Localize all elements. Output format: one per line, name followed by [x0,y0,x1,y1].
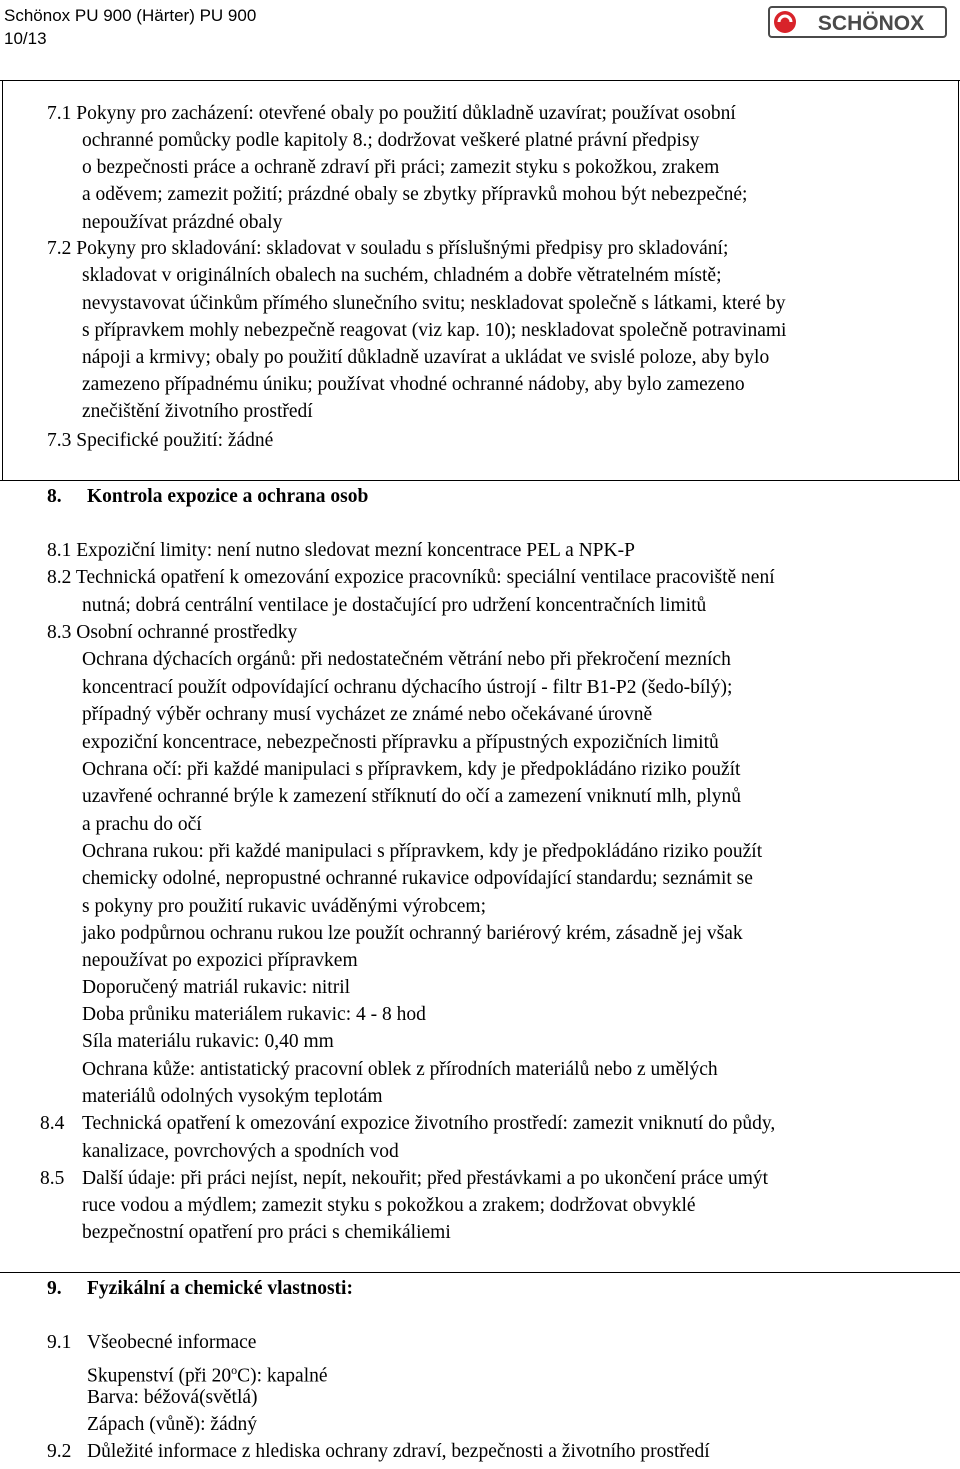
s9-line: Důležité informace z hlediska ochrany zdraví, bezpečnosti a životního prostředí [87,1441,710,1462]
s7-line: nápoji a krmivy; obaly po použití důkladně uzavírat a ukládat ve svislé poloze, aby bylo [82,347,770,368]
s7-line: ochranné pomůcky podle kapitoly 8.; dodržovat veškeré platné právní předpisy [82,130,700,151]
divider-7-8 [0,480,960,481]
section-9-heading: Fyzikální a chemické vlastnosti: [87,1278,353,1299]
s8-line: kanalizace, povrchových a spodních vod [82,1141,399,1162]
s8-line: Ochrana kůže: antistatický pracovní oblek z přírodních materiálů nebo z umělých [82,1059,718,1080]
schonox-logo [768,4,948,40]
divider-8-9 [0,1272,960,1273]
section-8-number: 8. [47,486,62,507]
s9-state-line [87,1358,328,1389]
s7-line: znečištění životního prostředí [82,401,313,422]
s8-line: 8.1 Expoziční limity: není nutno sledovat mezní koncentrace PEL a NPK-P [47,540,635,561]
s8-line: s pokyny pro použití rukavic uváděnými výrobcem; [82,896,486,917]
item-number: 8.5 [40,1168,65,1189]
s8-line: Ochrana dýchacích orgánů: při nedostatečném větrání nebo při překročení mezních [82,649,731,670]
s8-line: Ochrana rukou: při každé manipulaci s přípravkem, kdy je předpokládáno riziko použít [82,841,763,862]
s8-line: ruce vodou a mýdlem; zamezit styku s pokožkou a zrakem; dodržovat obvyklé [82,1195,696,1216]
top-rule [0,80,960,81]
s8-line: Ochrana očí: při každé manipulaci s přípravkem, kdy je předpokládáno riziko použít [82,759,741,780]
logo-text: SCHÖNOX [817,12,925,35]
s8-line: jako podpůrnou ochranu rukou lze použít ochranný bariérový krém, zásadně jej však [82,923,743,944]
s8-line: expoziční koncentrace, nebezpečnosti přípravku a přípustných expozičních limitů [82,732,719,753]
s7-line: s přípravkem mohly nebezpečně reagovat (viz kap. 10); neskladovat společně potravinami [82,320,787,341]
s7-line: nevystavovat účinkům přímého slunečního svitu; neskladovat společně s látkami, které by [82,293,786,314]
item-number: 9.2 [47,1441,72,1462]
state-value: C): kapalné [237,1365,328,1387]
s8-line: Doporučený matriál rukavic: nitril [82,977,351,998]
s7-line: o bezpečnosti práce a ochraně zdraví při práci; zamezit styku s pokožkou, zrakem [82,157,720,178]
s7-line: 7.3 Specifické použití: žádné [47,430,274,451]
s7-line: skladovat v originálních obalech na suchém, chladném a dobře větratelném místě; [82,265,722,286]
page-header [4,4,256,50]
s7-line: 7.1 Pokyny pro zacházení: otevřené obaly po použití důkladně uzavírat; používat osobní [47,103,736,124]
s8-line: nepoužívat po expozici přípravkem [82,950,358,971]
s8-line: chemicky odolné, nepropustné ochranné rukavice odpovídající standardu; seznámit se [82,868,753,889]
s8-line: materiálů odolných vysokým teplotám [82,1086,383,1107]
s7-line: a oděvem; zamezit požití; prázdné obaly se zbytky přípravků mohou být nebezpečné; [82,184,748,205]
s8-line: Doba průniku materiálem rukavic: 4 - 8 hod [82,1004,426,1025]
s8-line: uzavřené ochranné brýle k zamezení stříknutí do očí a zamezení vniknutí mlh, plynů [82,786,741,807]
document-title: Schönox PU 900 (Härter) PU 900 [4,6,257,25]
s8-line: Další údaje: při práci nejíst, nepít, nekouřit; před přestávkami a po ukončení práce umýt [82,1168,769,1189]
s8-line: a prachu do očí [82,814,202,835]
s8-line: Síla materiálu rukavic: 0,40 mm [82,1031,334,1052]
s7-line: zamezeno případnému úniku; používat vhodné ochranné nádoby, aby bylo zamezeno [82,374,745,395]
s9-line: Barva: béžová(světlá) [87,1387,258,1408]
s9-line: Všeobecné informace [87,1332,257,1353]
s7-line: 7.2 Pokyny pro skladování: skladovat v souladu s příslušnými předpisy pro skladování; [47,238,729,259]
s7-line: nepoužívat prázdné obaly [82,212,283,233]
s8-line: bezpečnostní opatření pro práci s chemikáliemi [82,1222,451,1243]
s8-line: 8.2 Technická opatření k omezování expozice pracovníků: speciální ventilace pracoviště není [47,567,775,588]
section-8-heading: Kontrola expozice a ochrana osob [87,486,369,507]
s8-line: koncentrací použít odpovídající ochranu dýchacího ústrojí - filtr B1-P2 (šedo-bílý); [82,677,733,698]
s9-line: Zápach (vůně): žádný [87,1414,257,1435]
s8-line: nutná; dobrá centrální ventilace je dostačující pro udržení koncentračních limitů [82,595,707,616]
item-number: 8.4 [40,1113,65,1134]
state-label: Skupenství (při 20 [87,1365,232,1387]
page-number: 10/13 [4,29,47,48]
item-number: 9.1 [47,1332,72,1353]
section-9-number: 9. [47,1278,62,1299]
degree-sup: o [231,1363,238,1377]
s8-line: případný výběr ochrany musí vycházet ze známé nebo očekávané úrovně [82,704,653,725]
s8-line: 8.3 Osobní ochranné prostředky [47,622,298,643]
s8-line: Technická opatření k omezování expozice životního prostředí: zamezit vniknutí do půdy, [82,1113,776,1134]
